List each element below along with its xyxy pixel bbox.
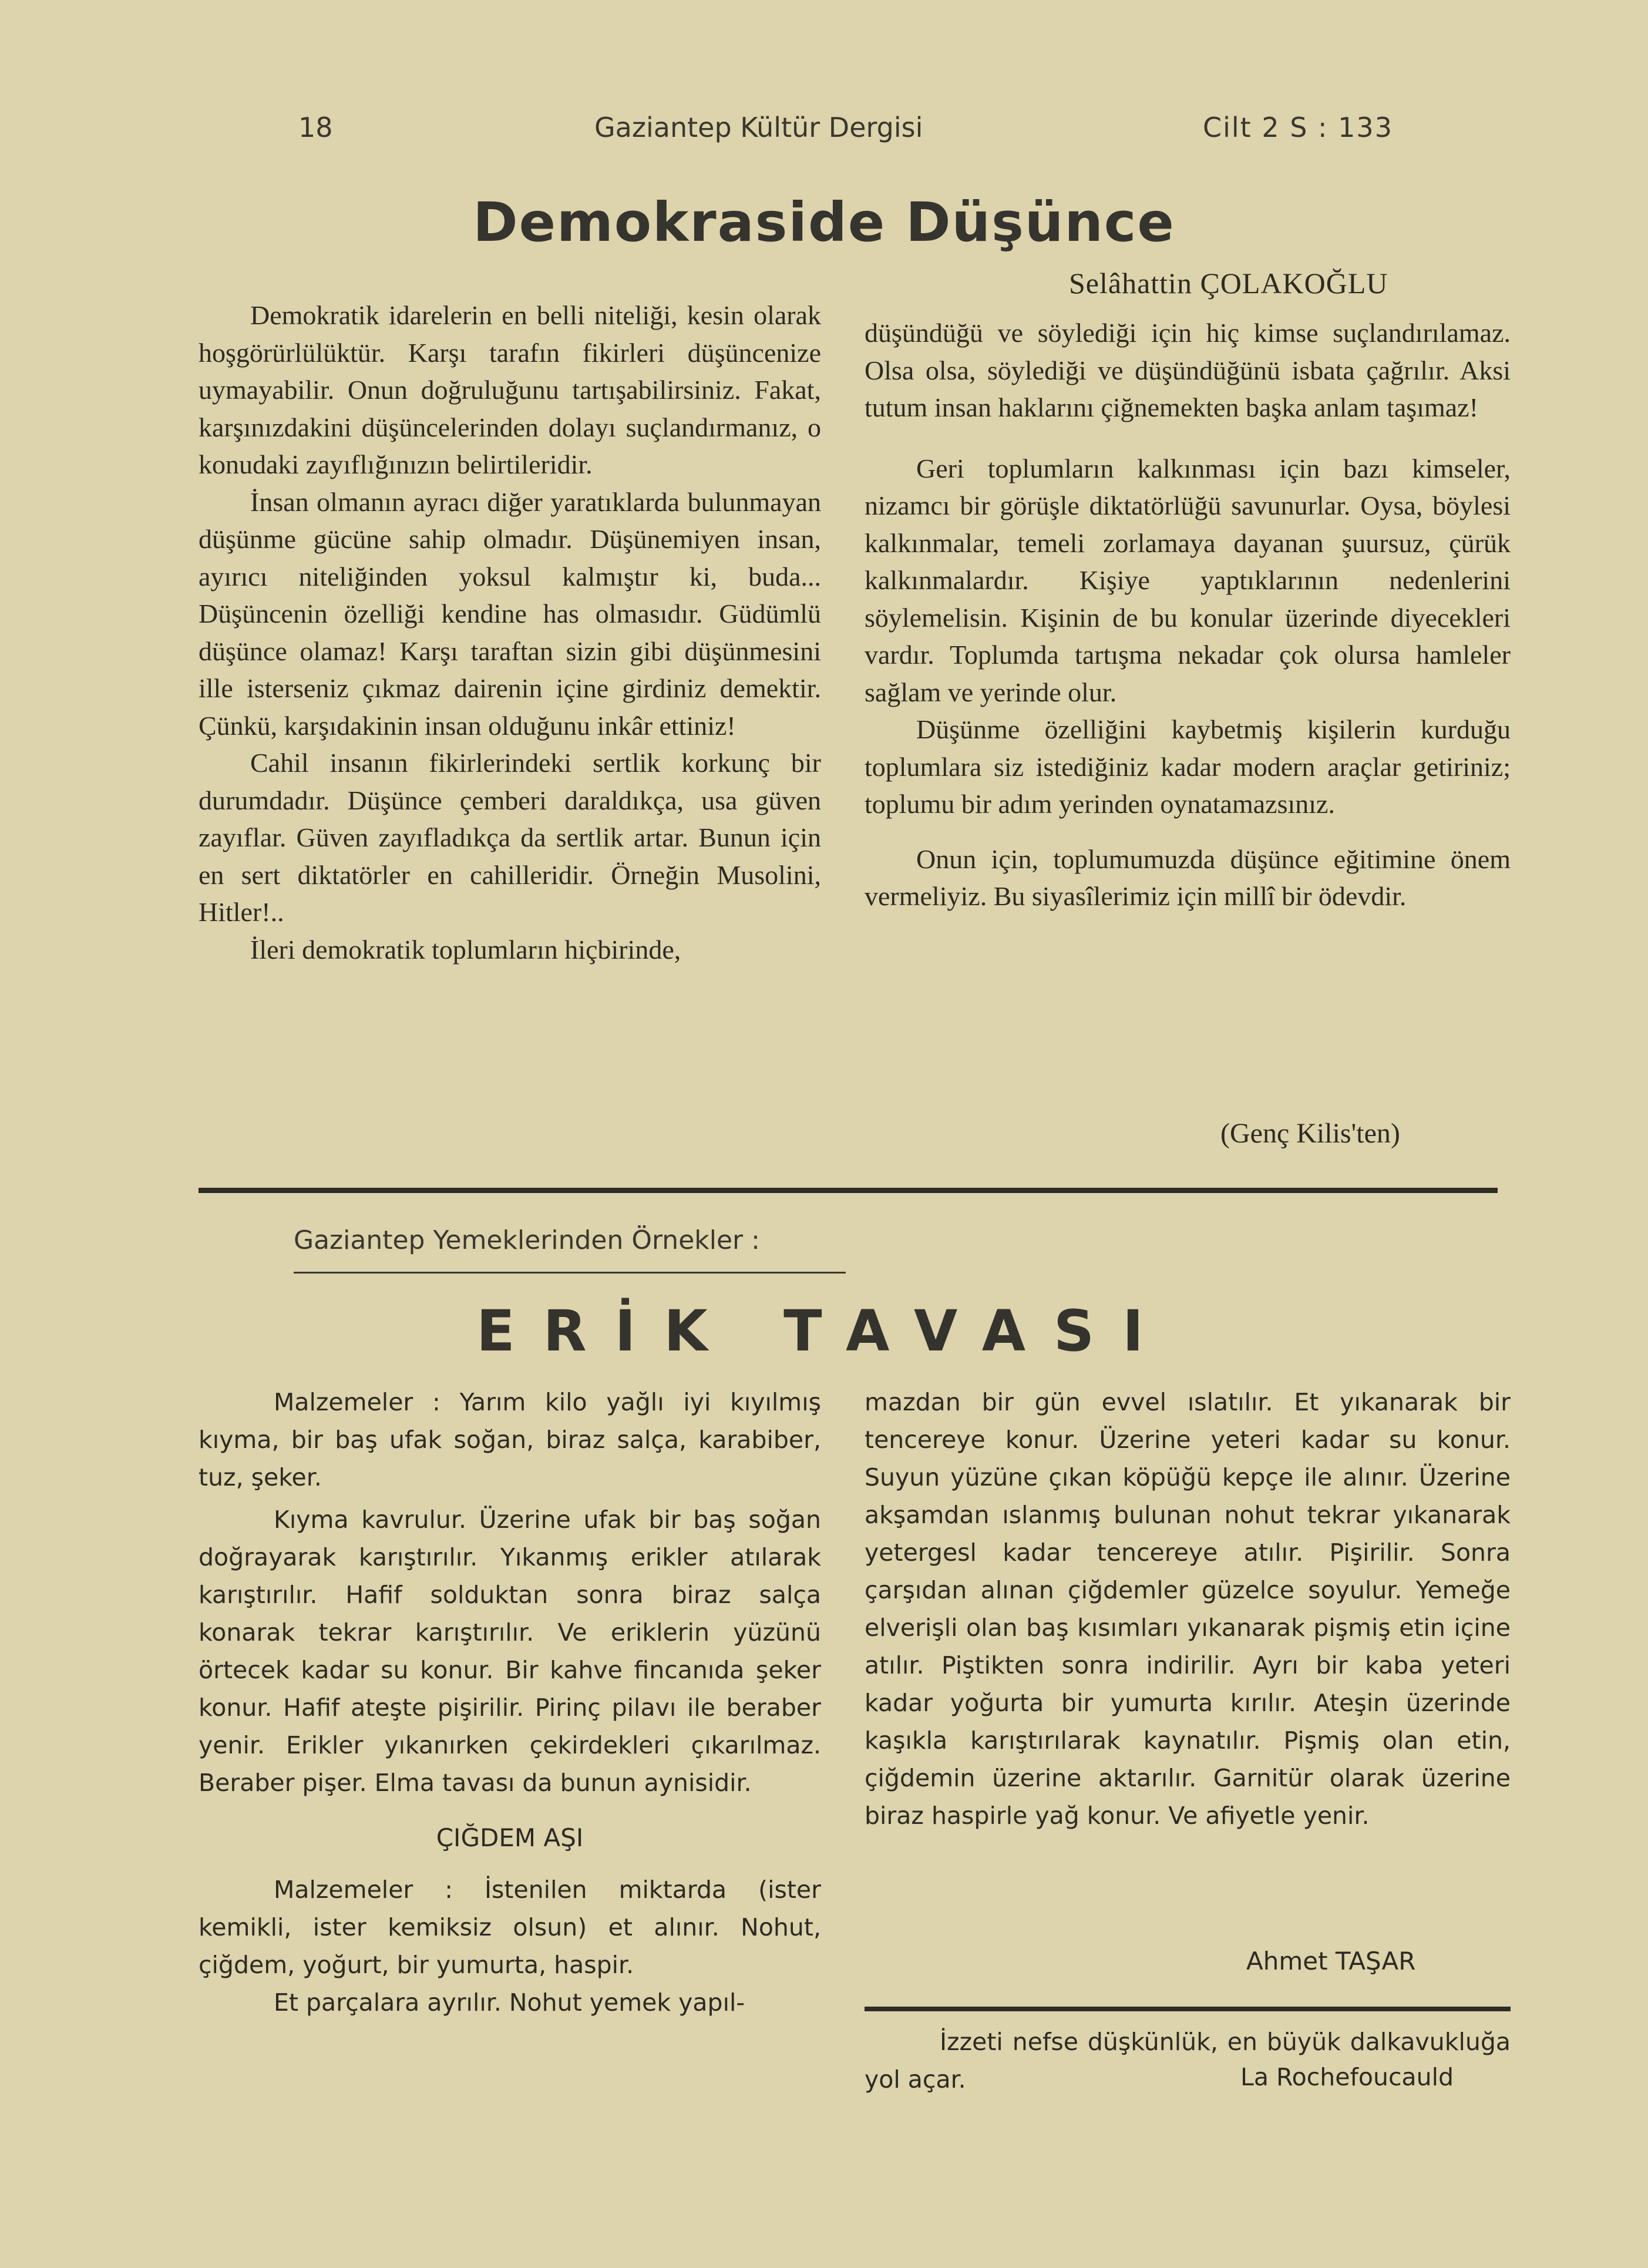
paragraph: düşündüğü ve söylediği için hiç kimse suçlandırılamaz. Olsa olsa, söylediği ve düşündüğünü isbata çağrılır. Aksi tutum insan haklarını çiğnemekten başka anlam taşımaz!	[865, 318, 1511, 422]
article-title: Demokraside Düşünce	[473, 191, 1175, 254]
quote-text: İzzeti nefse düşkünlük, en büyük dalkavukluğa yol açar.	[865, 2028, 1511, 2094]
paragraph: Malzemeler : Yarım kilo yağlı iyi kıyılmış kıyma, bir baş ufak soğan, biraz salça, karabiber, tuz, şeker.	[199, 1388, 821, 1491]
paragraph: mazdan bir gün evvel ıslatılır. Et yıkanarak bir tencereye konur. Üzerine yeteri kadar su konur. Suyun yüzüne çıkan köpüğü kepçe ile alınır. Üzerine akşamdan ıslanmış bulunan nohut tekrar yıkanarak yetergesl kadar tencereye atılır. Pişirilir. Sonra çarşıdan alınan çiğdemler güzelce soyulur. Yemeğe elverişli olan baş kısımları yıkanarak pişmiş etin içine atılır. Piştikten sonra indirilir. Ayrı bir kaba yeteri kadar yoğurta bir yumurta kırılır. Ateşin üzerinde kaşıkla karıştırılarak kaynatılır. Pişmiş olan etin, çiğdemin üzerine aktarılır. Garnitür olarak üzerine biraz haspirle yağ konur. Ve afiyetle yenir.	[865, 1388, 1511, 1830]
section-divider	[199, 1188, 1498, 1193]
magazine-name: Gaziantep Kültür Dergisi	[594, 112, 923, 143]
paragraph: Et parçalara ayrılır. Nohut yemek yapıl-	[274, 1988, 745, 2017]
paragraph: Demokratik idarelerin en belli niteliği, kesin olarak hoşgörürlülüktür. Karşı tarafın fikirleri düşüncenize uymayabilir. Onun doğruluğunu tartışabilirsiniz. Fakat, karşınızdakini düşüncelerinden dolayı suçlandırmanız, o konudaki zayıflığınızın belirtileridir.	[199, 300, 821, 479]
article-right-column	[865, 314, 1511, 915]
paragraph: Malzemeler : İstenilen miktarda (ister kemikli, ister kemiksiz olsun) et alınır. Nohut, çiğdem, yoğurt, bir yumurta, haspir.	[199, 1876, 821, 1979]
page-number: 18	[298, 112, 333, 143]
recipe-author: Ahmet TAŞAR	[1246, 1947, 1416, 1975]
paragraph: Onun için, toplumumuzda düşünce eğitimine önem vermeliyiz. Bu siyasîlerimiz için millî bir ödevdir.	[865, 844, 1511, 911]
paragraph: Düşünme özelliğini kaybetmiş kişilerin kurduğu toplumlara siz istediğiniz kadar modern araçlar getiriniz; toplumu bir adım yerinden oynatamazsınız.	[865, 714, 1511, 819]
paragraph: Cahil insanın fikirlerindeki sertlik korkunç bir durumdadır. Düşünce çemberi daraldıkça, usa güven zayıflar. Güven zayıfladıkça da sertlik artar. Bunun için en sert diktatörler en cahilleridir. Örneğin Musolini, Hitler!..	[199, 748, 821, 927]
recipe-left-column	[199, 1383, 821, 2021]
paragraph: Geri toplumların kalkınması için bazı kimseler, nizamcı bir görüşle diktatörlüğü savunurlar. Oysa, böylesi kalkınmalar, temeli zorlamaya dayanan şuursuz, çürük kalkınmalardır. Kişiye yaptıklarının nedenlerini söylemelisin. Kişinin de bu konular üzerinde diyecekleri vardır. Toplumda tartışma nekadar çok olursa hamleler sağlam ve yerinde olur.	[865, 453, 1511, 707]
recipe-right-column	[865, 1383, 1511, 1834]
section-label: Gaziantep Yemeklerinden Örnekler :	[294, 1225, 760, 1255]
paragraph: Kıyma kavrulur. Üzerine ufak bir baş soğan doğrayarak karıştırılır. Yıkanmış erikler atılarak karıştırılır. Hafif solduktan sonra biraz salça konarak tekrar karıştırılır. Ve eriklerin yüzünü örtecek kadar su konur. Bir kahve fincanıda şeker konur. Hafif ateşte pişirilir. Pirinç pilavı ile beraber yenir. Erikler yıkanırken çekirdekleri çıkarılmaz. Beraber pişer. Elma tavası da bunun aynisidir.	[199, 1506, 821, 1797]
article-left-column	[199, 297, 821, 968]
recipe-subtitle: ÇIĞDEM AŞI	[436, 1823, 584, 1852]
article-source: (Genç Kilis'ten)	[1220, 1118, 1400, 1149]
paragraph: İleri demokratik toplumların hiçbirinde,	[250, 934, 681, 965]
section-label-underline	[294, 1272, 846, 1274]
quote-divider	[865, 2007, 1511, 2011]
recipe-title: ERİK TAVASI	[476, 1298, 1172, 1364]
page-header	[0, 112, 1648, 153]
volume-number: Cilt 2 S : 133	[1203, 112, 1393, 143]
quote-author: La Rochefoucauld	[1240, 2063, 1454, 2091]
paragraph: İnsan olmanın ayracı diğer yaratıklarda bulunmayan düşünme gücüne sahip olmadır. Düşünemiyen insan, ayırıcı niteliğinden yoksul kalmıştır ki, buda... Düşüncenin özelliği kendine has olmasıdır. Güdümlü düşünce olamaz! Karşı taraftan sizin gibi düşünmesini ille isterseniz çıkmaz dairenin içine girdiniz demektir. Çünkü, karşıdakinin insan olduğunu inkâr ettiniz!	[199, 486, 821, 741]
article-author: Selâhattin ÇOLAKOĞLU	[1069, 267, 1388, 300]
